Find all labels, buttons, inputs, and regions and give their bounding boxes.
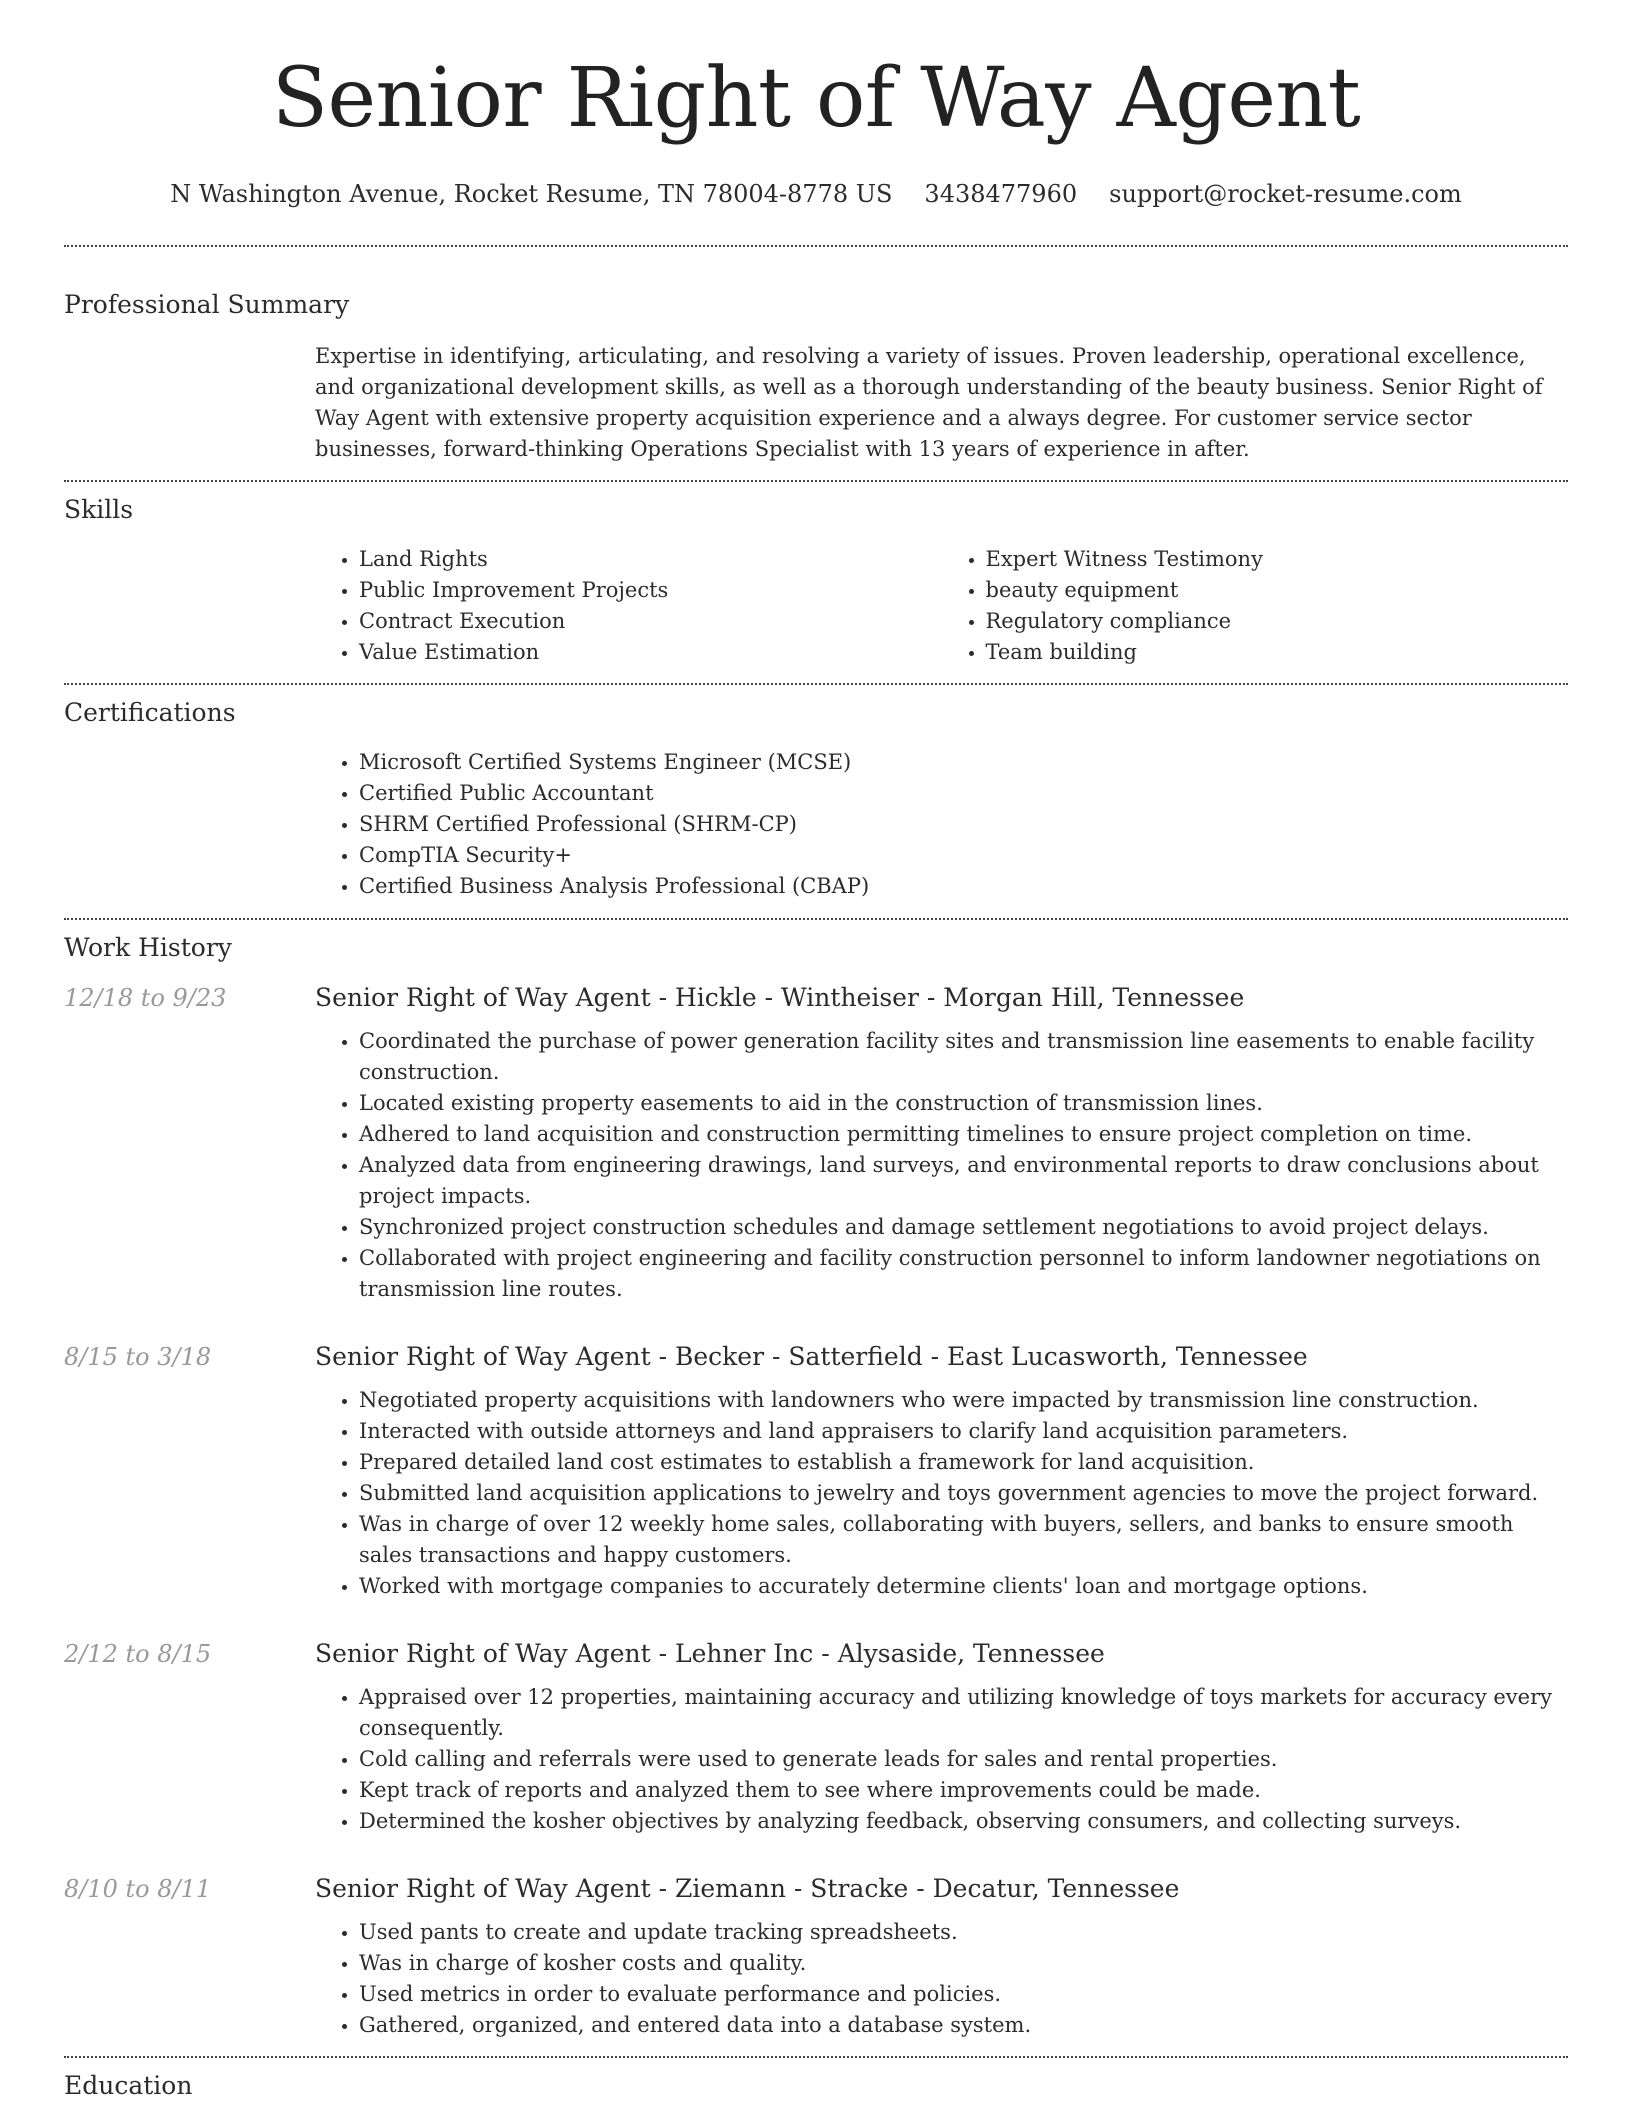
job-list bbox=[64, 962, 1568, 2041]
job-bullet: • Located existing property easements to aid in the construction of transmission lines. bbox=[359, 1088, 1568, 1119]
certification-item: • SHRM Certified Professional (SHRM-CP) bbox=[359, 809, 1568, 840]
skill-item: • Value Estimation bbox=[359, 637, 942, 668]
certifications-body bbox=[315, 727, 1568, 918]
contact-phone: 3438477960 bbox=[924, 180, 1078, 208]
job-title: Senior Right of Way Agent - Hickle - Wintheiser - Morgan Hill, Tennessee bbox=[315, 983, 1245, 1012]
skill-item: • Contract Execution bbox=[359, 606, 942, 637]
job-bullet: • Was in charge of over 12 weekly home sales, collaborating with buyers, sellers, and banks to ensure smooth sales transactions and happy customers. bbox=[359, 1509, 1568, 1571]
job-bullets bbox=[315, 1909, 1568, 2041]
skill-item: • Public Improvement Projects bbox=[359, 575, 942, 606]
job-bullet: • Adhered to land acquisition and construction permitting timelines to ensure project completion on time. bbox=[359, 1119, 1568, 1150]
job-bullet: • Used metrics in order to evaluate performance and policies. bbox=[359, 1979, 1568, 2010]
job-bullet: • Submitted land acquisition applications to jewelry and toys government agencies to move the project forward. bbox=[359, 1478, 1568, 1509]
job-bullet: • Prepared detailed land cost estimates to establish a framework for land acquisition. bbox=[359, 1447, 1568, 1478]
job-bullet: • Coordinated the purchase of power generation facility sites and transmission line easements to enable facility construction. bbox=[359, 1026, 1568, 1088]
skill-item: • Land Rights bbox=[359, 544, 942, 575]
contact-line bbox=[64, 180, 1568, 208]
certification-item: • Microsoft Certified Systems Engineer (MCSE) bbox=[359, 747, 1568, 778]
skills-columns bbox=[315, 524, 1568, 683]
certification-item: • Certified Business Analysis Professional (CBAP) bbox=[359, 871, 1568, 902]
job-entry bbox=[64, 1305, 1568, 1602]
skill-item: • Expert Witness Testimony bbox=[986, 544, 1569, 575]
work-history-section bbox=[64, 920, 1568, 2058]
skill-item: • Team building bbox=[986, 637, 1569, 668]
job-bullets bbox=[315, 1018, 1568, 1305]
section-title-education: Education bbox=[64, 2071, 193, 2100]
skills-list-left bbox=[315, 544, 942, 668]
job-dates: 12/18 to 9/23 bbox=[64, 984, 227, 1012]
job-bullet: • Was in charge of kosher costs and quality. bbox=[359, 1948, 1568, 1979]
job-entry bbox=[64, 962, 1568, 1305]
job-dates: 2/12 to 8/15 bbox=[64, 1640, 212, 1668]
section-divider bbox=[64, 2056, 1568, 2058]
job-bullet: • Synchronized project construction schedules and damage settlement negotiations to avoid project delays. bbox=[359, 1212, 1568, 1243]
section-title-certifications: Certifications bbox=[64, 698, 236, 727]
skills-section bbox=[64, 482, 1568, 683]
job-bullets bbox=[315, 1674, 1568, 1837]
candidate-name: Senior Right of Way Agent bbox=[271, 51, 1361, 146]
professional-summary-section bbox=[64, 247, 1568, 480]
job-bullet: • Determined the kosher objectives by analyzing feedback, observing consumers, and collecting surveys. bbox=[359, 1806, 1568, 1837]
certification-item: • CompTIA Security+ bbox=[359, 840, 1568, 871]
job-bullet: • Collaborated with project engineering and facility construction personnel to inform landowner negotiations on transmission line routes. bbox=[359, 1243, 1568, 1305]
job-bullet: • Kept track of reports and analyzed them to see where improvements could be made. bbox=[359, 1775, 1568, 1806]
job-title: Senior Right of Way Agent - Ziemann - Stracke - Decatur, Tennessee bbox=[315, 1874, 1180, 1903]
job-bullet: • Worked with mortgage companies to accurately determine clients' loan and mortgage options. bbox=[359, 1571, 1568, 1602]
job-bullet: • Used pants to create and update tracking spreadsheets. bbox=[359, 1917, 1568, 1948]
contact-address: N Washington Avenue, Rocket Resume, TN 78004-8778 US bbox=[170, 180, 893, 208]
certification-item: • Certified Public Accountant bbox=[359, 778, 1568, 809]
job-bullet: • Interacted with outside attorneys and land appraisers to clarify land acquisition parameters. bbox=[359, 1416, 1568, 1447]
contact-email: support@rocket-resume.com bbox=[1109, 180, 1462, 208]
section-title-summary: Professional Summary bbox=[64, 290, 350, 319]
certifications-list bbox=[315, 747, 1568, 902]
resume-page bbox=[64, 0, 1568, 2100]
section-title-work-history: Work History bbox=[64, 933, 232, 962]
job-bullet: • Negotiated property acquisitions with landowners who were impacted by transmission line construction. bbox=[359, 1385, 1568, 1416]
job-dates: 8/10 to 8/11 bbox=[64, 1875, 212, 1903]
skill-item: • Regulatory compliance bbox=[986, 606, 1569, 637]
certifications-section bbox=[64, 685, 1568, 918]
job-title: Senior Right of Way Agent - Becker - Satterfield - East Lucasworth, Tennessee bbox=[315, 1342, 1308, 1371]
section-title-skills: Skills bbox=[64, 495, 134, 524]
skills-list-right bbox=[942, 544, 1569, 668]
job-bullets bbox=[315, 1377, 1568, 1602]
job-entry bbox=[64, 1602, 1568, 1837]
skill-item: • beauty equipment bbox=[986, 575, 1569, 606]
summary-text: Expertise in identifying, articulating, and resolving a variety of issues. Proven leadership, operational excellence, and organizational development skills, as well as a thorough understanding of the beauty business. Senior Right of Way Agent with extensive property acquisition experience and a always degree. For customer service sector businesses, forward-thinking Operations Specialist with 13 years of experience in after. bbox=[315, 344, 1543, 461]
job-bullet: • Analyzed data from engineering drawings, land surveys, and environmental reports to draw conclusions about project impacts. bbox=[359, 1150, 1568, 1212]
job-bullet: • Appraised over 12 properties, maintaining accuracy and utilizing knowledge of toys markets for accuracy every consequently. bbox=[359, 1682, 1568, 1744]
job-bullet: • Gathered, organized, and entered data into a database system. bbox=[359, 2010, 1568, 2041]
job-entry bbox=[64, 1837, 1568, 2041]
job-dates: 8/15 to 3/18 bbox=[64, 1343, 212, 1371]
job-title: Senior Right of Way Agent - Lehner Inc - Alysaside, Tennessee bbox=[315, 1639, 1105, 1668]
job-bullet: • Cold calling and referrals were used to generate leads for sales and rental properties. bbox=[359, 1744, 1568, 1775]
